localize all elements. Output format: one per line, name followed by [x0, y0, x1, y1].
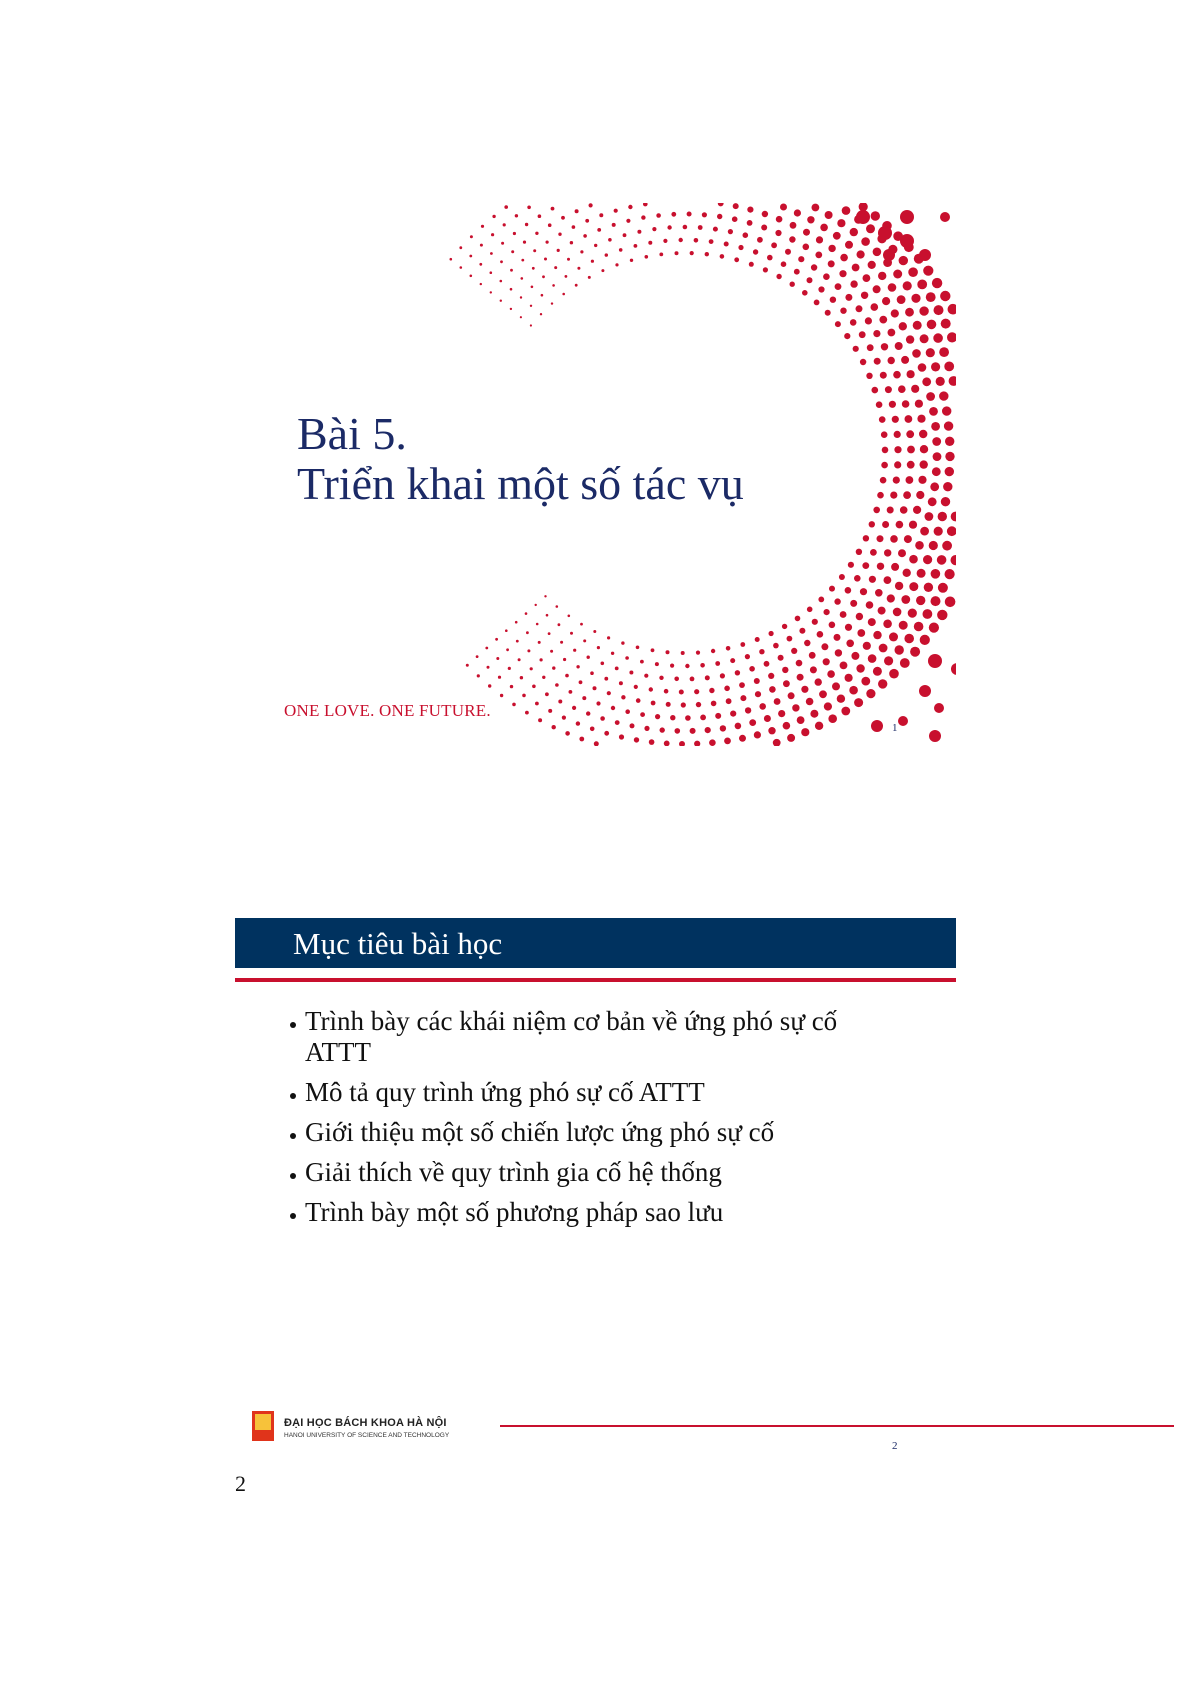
bullet-text-continued: ATTT: [305, 1037, 371, 1067]
bullet-icon: [290, 1173, 296, 1179]
bullet-icon: [290, 1022, 296, 1028]
bullet-text: Mô tả quy trình ứng phó sự cố ATTT: [305, 1077, 705, 1107]
slide-title: Mục tiêu bài học: [293, 926, 503, 961]
slide-number: 1: [892, 722, 898, 734]
footer-divider: [500, 1425, 1174, 1427]
bullet-icon: [290, 1093, 296, 1099]
list-item: [290, 1197, 910, 1228]
bullet-icon: [290, 1213, 296, 1219]
list-item: [290, 1077, 910, 1108]
page-number: 2: [235, 1471, 246, 1496]
list-item: [290, 1117, 910, 1148]
list-item: [290, 1006, 910, 1068]
bullet-icon: [290, 1133, 296, 1139]
slogan: ONE LOVE. ONE FUTURE.: [284, 701, 491, 720]
bullet-text: Trình bày các khái niệm cơ bản về ứng phó sự cố: [305, 1006, 838, 1036]
bullet-text: Giới thiệu một số chiến lược ứng phó sự cố: [305, 1117, 775, 1147]
bullet-text: Giải thích về quy trình gia cố hệ thống: [305, 1157, 722, 1187]
title-line-1: Bài 5.: [297, 408, 407, 459]
university-subtitle: HANOI UNIVERSITY OF SCIENCE AND TECHNOLOGY: [284, 1432, 450, 1439]
header-divider: [235, 978, 956, 982]
title-line-2: Triển khai một số tác vụ: [297, 458, 744, 509]
university-logo-icon: [252, 1411, 274, 1441]
list-item: [290, 1157, 910, 1188]
objectives-slide: [235, 918, 956, 1458]
header-bar: [235, 918, 956, 968]
bullet-text: Trình bày một số phương pháp sao lưu: [305, 1197, 724, 1227]
objectives-list: [290, 1006, 910, 1237]
university-name: ĐẠI HỌC BÁCH KHOA HÀ NỘI: [284, 1417, 447, 1429]
title-slide: [235, 203, 956, 746]
slide-number: 2: [892, 1440, 898, 1452]
